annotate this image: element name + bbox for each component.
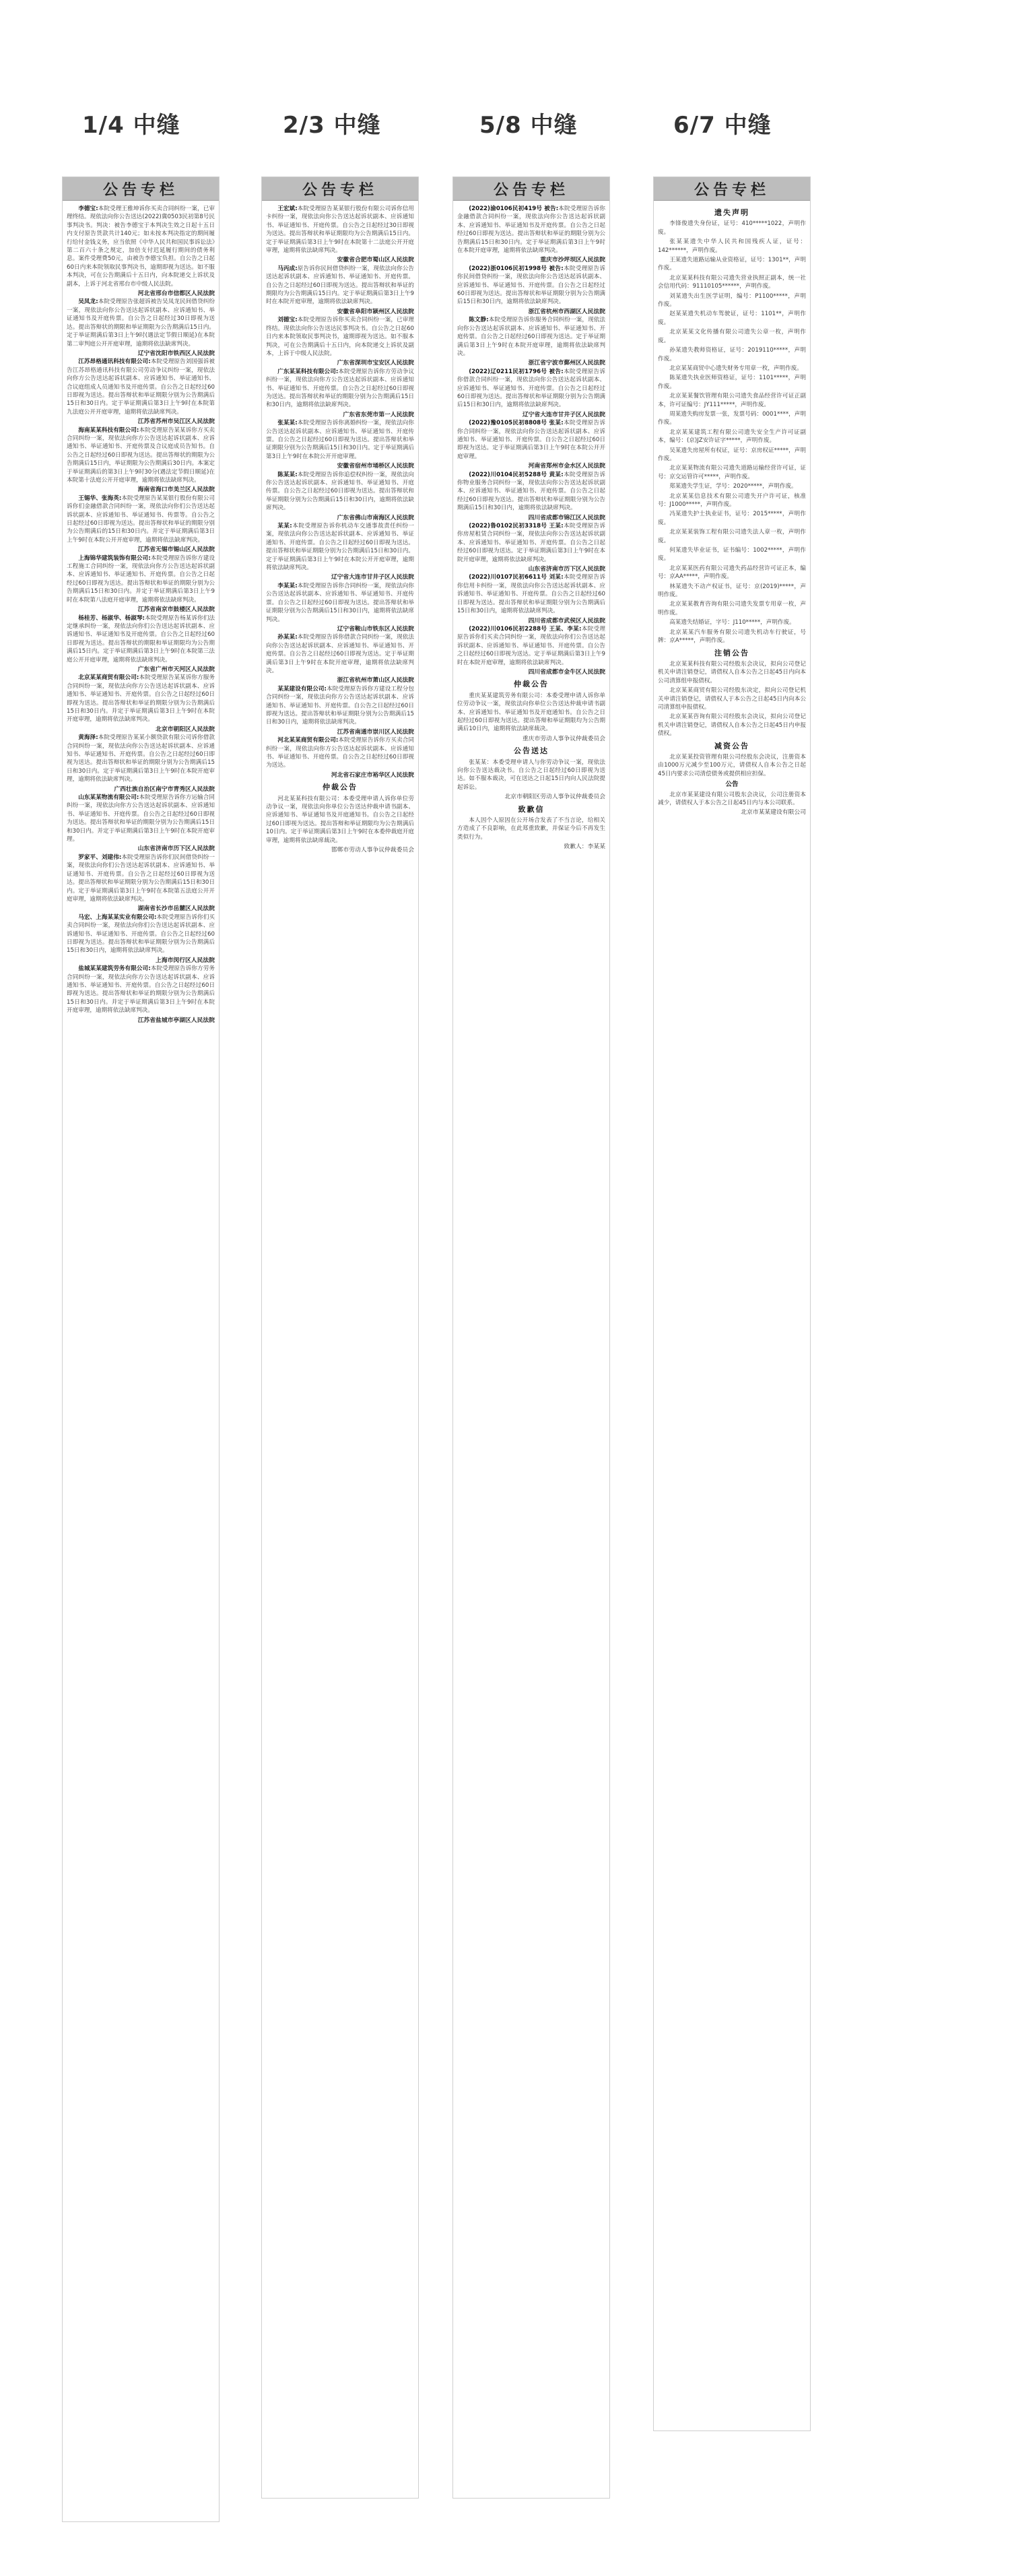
notice-court: 江苏省南京市鼓楼区人民法院 <box>137 606 215 614</box>
notice-text: 本院受理原告诉你服务合同纠纷一案，现依法向你公告送达起诉状副本、应诉通知书、举证通知书、开庭传票。自公告之日起经过60日即视为送达。定于举证期满后第3日上午9时在本院开庭审理，逾期将依法缺席判决。 <box>457 317 605 357</box>
notice-party: (2022)豫0105民初8808号 张某: <box>469 420 564 427</box>
notice-item <box>457 205 605 255</box>
classified-item: 林某遗失不动产权证书，证号：京(2019)*****，声明作废。 <box>658 583 806 599</box>
classified-item: 北京某某餐饮管理有限公司遗失食品经营许可证正副本，许可证编号：JY111*****，声明作废。 <box>658 393 806 408</box>
notice-text: 本院受理原告某某诉你方买卖合同纠纷一案，现依法向你方公告送达起诉状副本、应诉通知书、举证通知书、开庭传票及合议庭成员告知书。自公告之日起经过60日即视为送达。提出答辩状的期限为公告期满后15日内，举证期限为公告期满后30日内。本案定于举证期满后的第3日上午9时30分(遇法定节假日顺延)在本院第十法庭公开开庭审理，逾期将依法缺席判决。 <box>67 426 215 484</box>
notice-party: 山东某某物流有限公司: <box>78 794 139 802</box>
notice-party: 陈某某: <box>277 471 298 478</box>
notice-party: 黄海泽: <box>78 734 98 742</box>
notice-court: 河北省石家庄市裕华区人民法院 <box>331 771 414 779</box>
notice-court: 四川省成都市锦江区人民法院 <box>528 514 605 521</box>
notice-court: 上海市闵行区人民法院 <box>156 957 215 964</box>
classified-item: 北京某某商贸有限公司经股东决定，拟向公司登记机关申请注销登记，请债权人于本公告之日起45日内向本公司清算组申报债权。 <box>658 687 806 711</box>
classified-item: 北京某某装饰工程有限公司遗失法人章一枚，声明作废。 <box>658 529 806 544</box>
classified-item: 北京某某文化传播有限公司遗失公章一枚，声明作废。 <box>658 329 806 344</box>
notice-text: 本院受理原告诉你方运输合同纠纷一案，现依法向你方公告送达起诉状副本、应诉通知书、举证通知书、开庭传票。自公告之日起经过60日即视为送达。提出答辩状和举证的期限分别为公告期满后15日和30日内。并定于举证期满后第3日上午9时在本院开庭审理。 <box>67 794 215 843</box>
classified-item: 北京某某商贸中心遗失财务专用章一枚，声明作废。 <box>669 364 803 372</box>
notice-court: 北京市朝阳区人民法院 <box>156 726 215 733</box>
notice-party: 罗家平、刘建伟: <box>78 854 122 861</box>
notice-court: 山东省济南市历下区人民法院 <box>137 845 215 853</box>
notice-court: 安徽省合肥市蜀山区人民法院 <box>337 257 414 264</box>
notice-section-text: 重庆某某建筑劳务有限公司：本委受理申请人诉你单位劳动争议一案，现依法向你单位公告送达仲裁申请书副本、应诉通知书、举证通知书及开庭通知书。自公告之日起经过60日即视为送达。提出答辩和举证期限均为公告期满后10日内，逾期将依法缺席裁决。 <box>457 692 605 733</box>
notice-court: 湖南省长沙市岳麓区人民法院 <box>137 905 215 913</box>
notice-section-title: 仲裁公告 <box>514 680 549 689</box>
notice-party: 张某某: <box>277 420 298 427</box>
classified-list <box>658 660 806 738</box>
notice-party: 杨桂芳、杨淑华、杨淑琴: <box>78 614 145 622</box>
classified-item: 李锋俊遗失身份证，证号：410*****1022，声明作废。 <box>658 220 806 236</box>
notice-item <box>457 265 605 307</box>
notice-text: 本院受理原告诉你方劳动争议纠纷一案，现依法向你方公告送达起诉状副本、应诉通知书、举证通知书、开庭传票。自公告之日起经过60日即视为送达。提出答辩状和举证的期限分别为公告期满后15日和30日内，逾期将依法缺席判决。 <box>266 368 414 409</box>
notice-item <box>457 368 605 410</box>
tail-title: 公告 <box>725 781 739 789</box>
classified-item: 北京某某医药有限公司遗失药品经营许可证正本，编号：京AA*****，声明作废。 <box>658 565 806 581</box>
classified-item: 北京某某物流有限公司遗失道路运输经营许可证，证号：京交运管许可*****，声明作废。 <box>658 465 806 480</box>
notice-item <box>266 633 414 675</box>
notice-signature: 北京市朝阳区劳动人事争议仲裁委员会 <box>504 794 605 801</box>
notice-party: (2022)浙0106民初1998号 被告: <box>469 265 564 272</box>
notice-text: 本院受理原告诉你借款合同纠纷一案，现依法向你公告送达起诉状副本、应诉通知书、举证通知书、开庭传票。自公告之日起经过60日即视为送达。定于举证期满后第3日上午9时在本院开庭审理，逾期将依法缺席判决。 <box>266 634 414 674</box>
notice-item <box>67 794 215 843</box>
notice-court: 河北省邢台市信都区人民法院 <box>137 290 215 298</box>
notice-party: (2022)川0107民初6611号 刘某: <box>469 574 564 581</box>
notice-court: 河南省郑州市金水区人民法院 <box>528 463 605 470</box>
classified-list <box>658 753 806 778</box>
notice-item <box>266 522 414 572</box>
notice-item <box>67 358 215 416</box>
column-body <box>453 201 609 857</box>
notice-court: 江苏省无锡市锡山区人民法院 <box>137 546 215 554</box>
notice-court: 广东省深圳市宝安区人民法院 <box>337 360 414 367</box>
section-title: 遗失声明 <box>714 208 749 217</box>
notice-party: 广东某某科技有限公司: <box>277 368 339 375</box>
notice-item <box>266 205 414 255</box>
notice-court: 广东省东莞市第一人民法院 <box>343 411 414 418</box>
notice-text: 本院受理原告某某小额贷款有限公司诉你借款合同纠纷一案，现依法向你公告送达起诉状副本、应诉通知书、举证通知书、开庭传票。自公告之日起经过60日即视为送达。提出答辩状和举证的期限分别为公告期满后15日和30日内。定于举证期满后第3日上午9时在本院开庭审理，逾期将依法缺席判决。 <box>67 734 215 783</box>
classified-item: 刘某遗失出生医学证明，编号：P1100*****，声明作废。 <box>658 292 806 309</box>
notice-item <box>457 316 605 358</box>
classified-item: 张某某遗失中华人民共和国残疾人证，证号：142******，声明作废。 <box>658 238 806 254</box>
notice-party: 某某: <box>277 523 292 530</box>
column-title: 2/3 中缝 <box>283 112 381 139</box>
notice-party: (2022)辽0211民初1796号 被告: <box>469 368 564 375</box>
notice-party: 马宏、上海某某实业有限公司: <box>78 913 157 921</box>
notice-item <box>67 854 215 903</box>
notice-text: 本院受理原告诉你方劳务合同纠纷一案，现依法向你方公告送达起诉状副本、应诉通知书、举证通知书、开庭传票。自公告之日起经过60日即视为送达。提出答辩状和举证的期限分别为公告期满后15日和30日内。并定于举证期满后第3日上午9时在本院开庭审理，逾期将依法缺席判决。 <box>67 965 215 1015</box>
notice-item <box>266 419 414 461</box>
notice-court: 辽宁省鞍山市铁东区人民法院 <box>337 625 414 633</box>
column-title: 6/7 中缝 <box>673 112 772 139</box>
notice-text: 本院受理原告诉你们买卖合同纠纷一案，现依法向你们公告送达起诉状副本、应诉通知书、举证通知书、开庭传票。自公告之日起经过60日即视为送达。提出答辩状和举证期限分别为公告期满后15日和30日内，逾期将依法缺席判决。 <box>67 913 215 955</box>
notice-item <box>67 674 215 723</box>
notice-party: 刘德宝: <box>277 317 298 324</box>
notice-column <box>452 176 610 2499</box>
notice-column <box>62 176 220 2522</box>
notice-text: 本院受理原告诉你买卖合同纠纷一案，已审理终结。现依法向你公告送达民事判决书。自公告之日起60日内来本院领取民事判决书，逾期即视为送达。如不服本判决，可在公告期满后十五日内，向本院递交上诉状及副本，上诉于中级人民法院。 <box>266 317 414 357</box>
notice-section-title: 公告送达 <box>514 746 549 756</box>
notice-party: 王锡华、张海英: <box>78 494 122 502</box>
notice-text: 本院受理原告诉你们民间借贷纠纷一案，现依法向你们公告送达起诉状副本、应诉通知书、举证通知书、开庭传票。自公告之日起经过60日即视为送达。提出答辩状和举证期限分别为公告期满后15日和30日内。定于举证期满后第3日上午9时在本院第五法庭公开开庭审理，逾期将依法缺席判决。 <box>67 854 215 903</box>
notice-party: 马丙成: <box>277 265 298 272</box>
notice-section-text: 张某某：本委受理申请人与你劳动争议一案，现依法向你公告送达裁决书。自公告之日起经过60日即视为送达。如不服本裁决，可在送达之日起15日内向人民法院提起诉讼。 <box>457 759 605 791</box>
classified-item: 北京某某科技有限公司经股东会决议，拟向公司登记机关申请注销登记，请债权人自本公告之日起45日内向本公司清算组申报债权。 <box>658 660 806 684</box>
notice-party: 孙某某: <box>277 634 298 641</box>
notice-item <box>266 368 414 410</box>
notice-item <box>67 494 215 544</box>
notice-party: 北京某某商贸有限公司: <box>78 674 139 682</box>
notice-court: 广东省广州市天河区人民法院 <box>137 666 215 673</box>
notice-item <box>457 419 605 461</box>
column-body <box>63 201 219 1030</box>
notice-text: 本院受理原告诉你追偿权纠纷一案，现依法向你公告送达起诉状副本、应诉通知书、举证通知书、开庭传票。自公告之日起经过60日即视为送达。提出答辩状和举证期限分别为公告期满后15日和30日内，逾期将依法缺席判决。 <box>266 471 414 512</box>
notice-party: 吴凤龙: <box>78 298 98 306</box>
notice-column <box>261 176 419 2499</box>
notice-party: (2022)渝0106民初419号 被告: <box>469 205 559 212</box>
notice-item <box>266 685 414 727</box>
notice-item <box>266 471 414 513</box>
notice-section-text: 本人因个人原因在公开场合发表了不当言论，给相关方造成了不良影响，在此郑重致歉，并保证今后不再发生类似行为。 <box>457 817 605 841</box>
notice-text: 本院受理原告张超诉被告吴凤龙民间借贷纠纷一案，现依法向你公告送达起诉状副本、应诉通知书、举证通知书及开庭传票。自公告之日起经过30日即视为送达。提出答辩状的期限和举证期限为公告期满后15日内。定于举证期满后第3日上午9时(遇法定节假日顺延)在本院第二审判庭公开开庭审理，逾期将依法缺席判决。 <box>67 298 215 348</box>
notice-court: 广东省佛山市南海区人民法院 <box>337 514 414 521</box>
classified-item: 周某遗失购房发票一张，发票号码：0001****，声明作废。 <box>658 410 806 426</box>
notice-party: (2022)川0106民初2288号 王某、李某: <box>469 625 582 633</box>
notice-party: 盐城某某建筑劳务有限公司: <box>78 965 151 973</box>
notice-text: 本院受理原告杨某诉你们法定继承纠纷一案，现依法向你们公告送达起诉状副本、应诉通知书、举证通知书及开庭传票。自公告之日起经过60日即视为送达。提出答辩状的期限和举证期限均为公告期满后15日内。定于举证期满后第3日上午9时在本院第三法庭公开开庭审理，逾期将依法缺席判决。 <box>67 614 215 664</box>
notice-text: 本院受理原告某某银行股份有限公司诉你们金融借款合同纠纷一案，现依法向你们公告送达起诉状副本、应诉通知书、举证通知书、传票等。自公告之日起经过60日即视为送达。提出答辩状和举证的期限分别为公告期满后的15日和30日内。并定于举证期满后第3日上午9时在本院公开开庭审理，逾期将依法缺席判决。 <box>67 494 215 544</box>
notice-court: 江苏省南通市崇川区人民法院 <box>337 728 414 736</box>
tail-text: 北京市某某建设有限公司股东会决议，公司注册资本减少，请债权人于本公告之日起45日内与本公司联系。 <box>658 791 806 806</box>
classified-item: 吴某遗失房屋所有权证，证号：京房权证*****，声明作废。 <box>658 447 806 462</box>
notice-court: 辽宁省大连市甘井子区人民法院 <box>331 574 414 581</box>
notice-text: 本院受理王雅坤诉你买卖合同纠纷一案，已审理终结。现依法向你公告送达(2022)冀0503民初第8号民事判决书。判决：被告李德宝于本判决生效之日起十五日内支付原告货款共计140元；如未按本判决指定的期间履行给付金钱义务，应当依照《中华人民共和国民事诉讼法》第二百六十条之规定，加倍支付迟延履行期间的债务利息。案件受理费50元，由被告李德宝负担。自公告之日起60日内来本院领取民事判决书，逾期即视为送达。如不服本判决，可在公告期满后十五日内，向本院递交上诉状及副本，上诉于河北省邢台市中级人民法院。 <box>67 205 215 288</box>
column-header: 公告专栏 <box>453 177 609 201</box>
classified-item: 郑某遗失学生证，学号：2020*****，声明作废。 <box>669 483 797 490</box>
classified-item: 陈某遗失执业医师资格证，证号：1101*****，声明作废。 <box>658 375 806 390</box>
notice-text: 本院受理原告诉你们买卖合同纠纷一案，现依法向你们公告送达起诉状副本、应诉通知书、举证通知书、开庭传票。自公告之日起经过60日即视为送达。定于举证期满后第3日上午9时在本院开庭审理，逾期将依法缺席判决。 <box>457 625 605 666</box>
notice-court: 浙江省杭州市萧山区人民法院 <box>337 677 414 684</box>
notice-court: 浙江省宁波市鄞州区人民法院 <box>528 360 605 367</box>
notice-section-title: 仲裁公告 <box>323 783 358 792</box>
notice-item <box>457 573 605 615</box>
notice-text: 本院受理原告诉你合同纠纷一案，现依法向你公告送达起诉状副本、应诉通知书、举证通知书、开庭传票。自公告之日起经过60日即视为送达。提出答辩状和举证期限分别为公告期满后15日和30日内，逾期将依法缺席判决。 <box>266 582 414 623</box>
notice-party: 海南某某科技有限公司: <box>78 426 139 434</box>
classified-item: 何某遗失毕业证书，证书编号：1002*****，声明作废。 <box>658 547 806 562</box>
classified-list <box>658 220 806 645</box>
notice-party: 李某某: <box>277 582 298 589</box>
notice-party: (2022)川0104民初5288号 黄某: <box>469 471 564 478</box>
notice-text: 本院受理原告诉你方建设工程分包合同纠纷一案，现依法向你方公告送达起诉状副本、应诉通知书、举证通知书、开庭传票。自公告之日起经过60日即视为送达。提出答辩状和举证期限分别为公告期满后15日和30日内，逾期将依法缺席判决。 <box>266 685 414 726</box>
notice-text: 本院受理原告诉你离婚纠纷一案，现依法向你公告送达起诉状副本、应诉通知书、举证通知书、开庭传票。自公告之日起经过60日即视为送达。提出答辩状和举证期限分别为公告期满后15日和30日内。定于举证期满后第3日上午9时在本院公开开庭审理。 <box>266 420 414 460</box>
notice-column <box>653 176 811 2431</box>
notice-court: 四川省成都市武侯区人民法院 <box>528 617 605 624</box>
tail-signature: 北京市某某建设有限公司 <box>741 809 806 816</box>
classified-item: 孙某遗失教师资格证，证号：2019110*****，声明作废。 <box>658 347 806 362</box>
notice-court: 安徽省宿州市埇桥区人民法院 <box>337 463 414 470</box>
notice-court: 山东省济南市历下区人民法院 <box>528 566 605 573</box>
notice-text: 本院受理原告刘国强诉被告江苏昂格通讯科技有限公司劳动争议纠纷一案，现依法向你方公告送达起诉状副本、应诉通知书、举证通知书、合议庭组成人员通知书及开庭传票。自公告之日起经过60日即视为送达。提出答辩状和举证期限分别为公告期满后15日和30日内。定于举证期满后第3日上午9时在本院第九法庭公开开庭审理，逾期将依法缺席判决。 <box>67 358 215 416</box>
notice-party: 陈文静: <box>469 317 489 324</box>
notice-party: 上海锦华建筑装饰有限公司: <box>78 554 151 562</box>
column-title: 1/4 中缝 <box>82 112 180 139</box>
classified-item: 北京某某咨询有限公司经股东会决议，拟向公司登记机关申请注销登记，请债权人自本公告之日起45日内申报债权。 <box>658 713 806 738</box>
notice-signature: 致歉人：李某某 <box>564 843 605 851</box>
notice-court: 海南省海口市美兰区人民法院 <box>137 486 215 494</box>
column-body-classifieds <box>654 201 810 823</box>
classified-item: 北京某某科技有限公司遗失营业执照正副本，统一社会信用代码：91110105******，声明作废。 <box>658 274 806 290</box>
notice-signature: 重庆市劳动人事争议仲裁委员会 <box>522 735 605 742</box>
notice-item <box>457 625 605 667</box>
classified-item: 北京某某投资管理有限公司经股东会决议，注册资本由1000万元减少至100万元，请债权人自本公告之日起45日内要求公司清偿债务或提供相应担保。 <box>658 753 806 777</box>
notice-text: 本院受理原告诉你机动车交通事故责任纠纷一案，现依法向你公告送达起诉状副本、应诉通知书、举证通知书、开庭传票。自公告之日起经过60日即视为送达。提出答辩状和举证期限分别为公告期满后15日和30日内。定于举证期满后第3日上午9时在本院公开开庭审理，逾期将依法缺席判决。 <box>266 523 414 572</box>
notice-text: 本院受理原告诉你借款合同纠纷一案，现依法向你公告送达起诉状副本、应诉通知书、举证通知书、开庭传票。自公告之日起经过60日即视为送达。提出答辩状和举证期限分别为公告期满后15日和30日内，逾期将依法缺席判决。 <box>457 368 605 409</box>
notice-court: 浙江省杭州市西湖区人民法院 <box>528 308 605 315</box>
notice-court: 四川省成都市金牛区人民法院 <box>528 668 605 676</box>
notice-item <box>266 316 414 358</box>
notice-court: 辽宁省沈阳市铁西区人民法院 <box>137 350 215 357</box>
section-title: 注销公告 <box>714 648 749 657</box>
notice-party: 河北某某商贸有限公司: <box>277 737 339 744</box>
notice-text: 本院受理原告诉你信用卡纠纷一案，现依法向你公告送达起诉状副本、应诉通知书、举证通知书、开庭传票。自公告之日起经过60日即视为送达。提出答辩状和举证期限分别为公告期满后15日和30日内，逾期将依法缺席判决。 <box>457 574 605 615</box>
notice-text: 本院受理原告诉你民间借贷纠纷一案，现依法向你公告送达起诉状副本、应诉通知书、举证通知书、开庭传票。自公告之日起经过60日即视为送达。提出答辩状和举证期限分别为公告期满后15日和30日内，逾期将依法缺席判决。 <box>457 265 605 306</box>
column-header: 公告专栏 <box>654 177 810 201</box>
notice-court: 广西壮族自治区南宁市青秀区人民法院 <box>114 785 215 793</box>
notice-item <box>67 734 215 783</box>
notice-text: 原告诉你民间借贷纠纷一案，现依法向你公告送达起诉状副本、应诉通知书、举证通知书、开庭传票。自公告之日起经过60日即视为送达。提出答辩状和举证的期限均为公告期满后15日内。定于举证期满后第3日上午9时在本院开庭审理，逾期将依法缺席判决。 <box>266 265 414 306</box>
notice-court: 重庆市沙坪坝区人民法院 <box>540 257 605 264</box>
classified-item: 北京某某建筑工程有限公司遗失安全生产许可证副本，编号：(京)JZ安许证字*****，声明作废。 <box>658 428 806 445</box>
section-title: 减资公告 <box>714 741 749 750</box>
notice-party: (2022)鲁0102民初3318号 王某: <box>469 523 564 530</box>
notice-court: 江苏省盐城市亭湖区人民法院 <box>137 1017 215 1024</box>
notice-item <box>67 913 215 955</box>
notice-party: 某某建设有限公司: <box>277 685 327 693</box>
column-header: 公告专栏 <box>63 177 219 201</box>
column-body <box>262 201 418 860</box>
notice-section-title: 致歉信 <box>518 804 545 814</box>
notice-text: 本院受理原告某某银行股份有限公司诉你信用卡纠纷一案，现依法向你公告送达起诉状副本、应诉通知书、举证通知书、开庭传票。自公告之日起经过30日即视为送达。提出答辩状和举证期限均为公告期满后15日内。定于举证期满后第3日上午9时在本院第十二法庭公开开庭审理，逾期将依法缺席判决。 <box>266 205 414 255</box>
notice-text: 本院受理原告诉你金融借款合同纠纷一案，现依法向你公告送达起诉状副本、应诉通知书、举证通知书及开庭传票。自公告之日起经过60日即视为送达。提出答辩状和举证的期限分别为公告期满后15日和30日内。定于举证期满后第3日上午9时在本院开庭审理，逾期将依法缺席判决。 <box>457 205 605 255</box>
notice-item <box>67 298 215 348</box>
classified-item: 王某遗失道路运输从业资格证，证号：1301**，声明作废。 <box>658 257 806 272</box>
column-title: 5/8 中缝 <box>479 112 578 139</box>
notice-item <box>266 736 414 770</box>
notice-item <box>266 582 414 624</box>
notice-text: 本院受理原告诉你方买卖合同纠纷一案，现依法向你方公告送达起诉状副本、应诉通知书、举证通知书、开庭传票。自公告之日起经过60日即视为送达。 <box>266 737 414 769</box>
notice-court: 安徽省阜阳市颍州区人民法院 <box>337 308 414 315</box>
notice-text: 本院受理原告某某诉你方服务合同纠纷一案，现依法向你方公告送达起诉状副本、应诉通知书、举证通知书、开庭传票。自公告之日起经过60日即视为送达。提出答辩状和举证的期限分别为公告期满后15日和30日内。并定于举证期满后第3日上午9时在本院开庭审理，逾期将依法缺席判决。 <box>67 674 215 723</box>
notice-text: 本院受理原告诉你方建设工程施工合同纠纷一案，现依法向你方公告送达起诉状副本、应诉通知书、举证通知书、开庭传票。自公告之日起经过60日即视为送达。提出答辩状和举证的期限分别为公告期满后15日和30日内。并定于举证期满后第3日上午9时在本院第八法庭开庭审理，逾期将依法缺席判决。 <box>67 554 215 604</box>
notice-item <box>67 426 215 485</box>
notice-section-text: 河北某某科技有限公司：本委受理申请人诉你单位劳动争议一案，现依法向你单位公告送达仲裁申请书副本、应诉通知书、举证通知书及开庭通知书。自公告之日起经过60日即视为送达。提出答辩和举证期限均为公告期满后10日内。定于举证期满后第3日上午9时在本委仲裁庭开庭审理，逾期将依法缺席裁决。 <box>266 795 414 844</box>
notice-party: 李德宝: <box>78 205 98 212</box>
notice-court: 辽宁省大连市甘井子区人民法院 <box>522 411 605 418</box>
notice-item <box>67 205 215 288</box>
notice-text: 本院受理原告诉你合同纠纷一案，现依法向你公告送达起诉状副本、应诉通知书、举证通知书、开庭传票。自公告之日起经过60日即视为送达。定于举证期满后第3日上午9时在本院公开开庭审理。 <box>457 420 605 460</box>
classified-item: 赵某某遗失机动车驾驶证，证号：1101**，声明作废。 <box>658 311 806 326</box>
notice-item <box>266 265 414 307</box>
notice-item <box>457 471 605 513</box>
classified-item: 北京某某教育咨询有限公司遗失发票专用章一枚，声明作废。 <box>658 601 806 616</box>
notice-text: 本院受理原告诉你物业服务合同纠纷一案，现依法向你公告送达起诉状副本、应诉通知书、举证通知书、开庭传票。自公告之日起经过60日即视为送达。提出答辩状和举证期限分别为公告期满后15日和30日内，逾期将依法缺席判决。 <box>457 471 605 512</box>
notice-text: 本院受理原告诉你房屋租赁合同纠纷一案，现依法向你公告送达起诉状副本、应诉通知书、举证通知书、开庭传票。自公告之日起经过60日即视为送达。定于举证期满后第3日上午9时在本院开庭审理，逾期将依法缺席判决。 <box>457 523 605 563</box>
classified-item: 高某遗失结婚证，字号：J110*****，声明作废。 <box>669 619 795 626</box>
notice-signature: 邯郸市劳动人事争议仲裁委员会 <box>331 847 414 854</box>
notice-item <box>67 554 215 604</box>
notice-item <box>67 965 215 1015</box>
notice-item <box>457 522 605 564</box>
classified-item: 冯某遗失护士执业证书，证号：2015*****，声明作废。 <box>658 511 806 526</box>
classified-item: 北京某某信息技术有限公司遗失开户许可证，核准号：J1000*****，声明作废。 <box>658 492 806 508</box>
notice-court: 江苏省苏州市吴江区人民法院 <box>137 418 215 426</box>
notice-item <box>67 614 215 664</box>
notice-party: 王宏斌: <box>277 205 298 212</box>
notice-party: 江苏昂格通讯科技有限公司: <box>78 358 151 366</box>
column-header: 公告专栏 <box>262 177 418 201</box>
classified-item: 北京某某汽车服务有限公司遗失机动车行驶证，号牌：京A*****，声明作废。 <box>658 629 806 645</box>
